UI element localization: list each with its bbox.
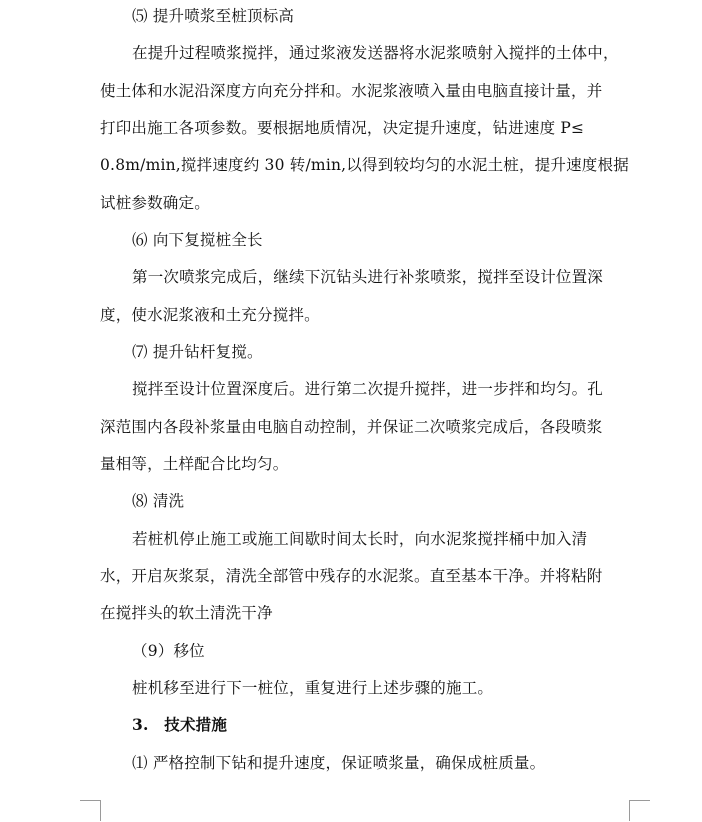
step-7-heading: ⑺ 提升钻杆复搅。	[132, 343, 263, 361]
step-8-paragraph-line: 水，开启灰浆泵，清洗全部管中残存的水泥浆。直至基本干净。并将粘附	[100, 567, 603, 585]
step-7-paragraph-line: 深范围内各段补浆量由电脑自动控制，并保证二次喷浆完成后，各段喷浆	[100, 418, 603, 436]
section-3-heading: 3. 技术措施	[132, 715, 228, 734]
step-8-heading: ⑻ 清洗	[132, 492, 185, 510]
page-corner-mark-right	[629, 800, 650, 821]
step-7-paragraph-line: 量相等，土样配合比均匀。	[100, 455, 289, 473]
step-5-paragraph-line: 使土体和水泥沿深度方向充分拌和。水泥浆液喷入量由电脑直接计量，并	[100, 82, 603, 100]
step-5-paragraph-line: 在提升过程喷浆搅拌，通过浆液发送器将水泥浆喷射入搅拌的土体中，	[132, 44, 619, 62]
step-8-paragraph-line: 若桩机停止施工或施工间歇时间太长时，向水泥浆搅拌桶中加入清	[132, 530, 588, 548]
step-5-paragraph-line: 打印出施工各项参数。要根据地质情况，决定提升速度，钻进速度 P≤	[100, 119, 585, 137]
step-5-heading: ⑸ 提升喷浆至桩顶标高	[132, 7, 295, 25]
step-5-paragraph-line: 0.8m/min,搅拌速度约 30 转/min,以得到较均匀的水泥土桩，提升速度根据	[100, 156, 629, 174]
step-5-paragraph-line: 试桩参数确定。	[100, 194, 210, 212]
step-9-paragraph-line: 桩机移至进行下一桩位，重复进行上述步骤的施工。	[132, 679, 494, 697]
measure-1-line: ⑴ 严格控制下钻和提升速度，保证喷浆量，确保成桩质量。	[132, 754, 546, 772]
step-6-paragraph-line: 度，使水泥浆液和土充分搅拌。	[100, 306, 320, 324]
step-8-paragraph-line: 在搅拌头的软土清洗干净	[100, 604, 273, 622]
step-7-paragraph-line: 搅拌至设计位置深度后。进行第二次提升搅拌，进一步拌和均匀。孔	[132, 380, 604, 398]
step-9-heading: （9）移位	[132, 642, 205, 660]
step-6-paragraph-line: 第一次喷浆完成后，继续下沉钻头进行补浆喷浆，搅拌至设计位置深	[132, 268, 604, 286]
step-6-heading: ⑹ 向下复搅桩全长	[132, 231, 263, 249]
page-corner-mark-left	[80, 800, 101, 821]
